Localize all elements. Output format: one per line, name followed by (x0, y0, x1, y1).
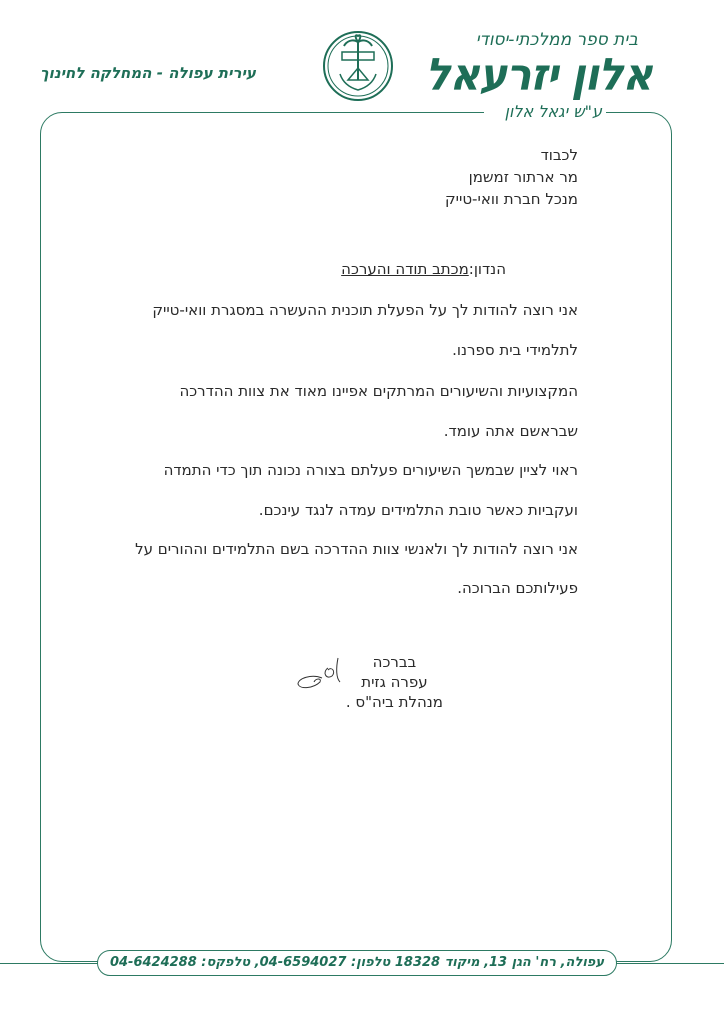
signer-name: עפרה גזית (361, 673, 428, 691)
subject-text: מכתב תודה והערכה (341, 260, 469, 278)
recipient-salutation: לכבוד (540, 146, 578, 164)
signer-role: מנהלת ביה"ס . (345, 693, 443, 711)
school-type: בית ספר ממלכתי-יסודי (475, 30, 638, 50)
recipient-name: מר ארתור זמשמן (468, 168, 578, 186)
body-line: אני רוצה להודות לך על הפעלת תוכנית ההעשרה במסגרת וואי-טייק (152, 301, 578, 319)
school-subtitle: ע"ש יגאל אלון (504, 102, 602, 121)
body-line: ועקביות כאשר טובת התלמידים עמדה לנגד עינכם. (258, 501, 578, 519)
body-line: המקצועיות והשיעורים המרתקים אפיינו מאוד את צוות ההדרכה (179, 382, 578, 400)
body-line: שבראשם אתה עומד. (443, 422, 578, 440)
body-line: אני רוצה להודות לך ולאנשי צוות ההדרכה בשם התלמידים וההורים על (135, 540, 578, 558)
body-line: פעילותכם הברוכה. (457, 579, 578, 597)
body-line: לתלמידי בית ספרנו. (452, 341, 578, 359)
school-seal-emblem (322, 30, 394, 102)
recipient-title: מנכל חברת וואי-טייק (444, 190, 578, 208)
subject-line (341, 260, 506, 278)
subject-label: הנדון: (468, 260, 506, 278)
municipality-department: עירית עפולה - המחלקה לחינוך (40, 64, 256, 82)
school-name-logo: אלון יזרעאל (425, 48, 652, 101)
letter-frame (40, 112, 672, 962)
handwritten-signature (292, 656, 348, 692)
body-line: ראוי לציין שבמשך השיעורים פעלתם בצורה נכונה תוך כדי התמדה (163, 461, 578, 479)
signature-block (346, 652, 443, 712)
footer-contact: עפולה, רח' הגן 13, מיקוד 18328 טלפון: 04-6594027, טלפקס: 04-6424288 (97, 950, 617, 976)
closing: בברכה (372, 653, 417, 671)
